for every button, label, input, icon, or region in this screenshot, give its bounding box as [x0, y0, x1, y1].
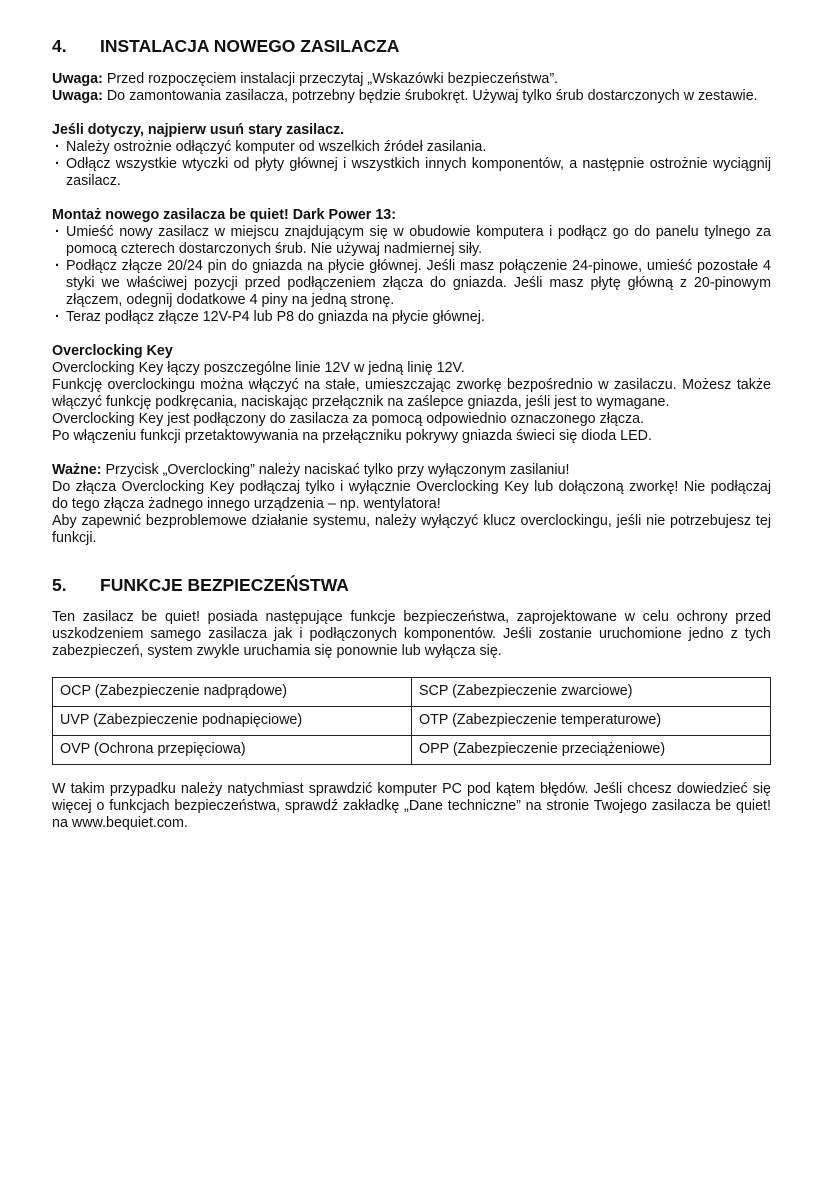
paragraph: Funkcję overclockingu można włączyć na stałe, umieszczając zworkę bezpośrednio w zasilaczu. Możesz także włączyć funkcję podkręcania, naciskając przełącznik na zaślepce gniazda, jeśli jest to wymagane.: [52, 377, 771, 410]
table-cell: UVP (Zabezpieczenie podnapięciowe): [53, 707, 412, 736]
list-item: · Teraz podłącz złącze 12V-P4 lub P8 do gniazda na płycie głównej.: [52, 309, 771, 326]
important-note: Ważne: Przycisk „Overclocking” należy naciskać tylko przy wyłączonym zasilaniu!: [52, 462, 570, 478]
table-cell: OTP (Zabezpieczenie temperaturowe): [412, 707, 771, 736]
paragraph: W takim przypadku należy natychmiast sprawdzić komputer PC pod kątem błędów. Jeśli chcesz dowiedzieć się więcej o funkcjach bezpieczeństwa, sprawdź zakładkę „Dane techniczne” na stronie Twojego zasilacza be quiet! na www.bequiet.com.: [52, 781, 771, 831]
paragraph: Overclocking Key łączy poszczególne linie 12V w jedną linię 12V.: [52, 360, 465, 376]
table-cell: SCP (Zabezpieczenie zwarciowe): [412, 678, 771, 707]
paragraph: Aby zapewnić bezproblemowe działanie systemu, należy wyłączyć klucz overclockingu, jeśli nie potrzebujesz tej funkcji.: [52, 513, 771, 546]
subheading-remove-old: Jeśli dotyczy, najpierw usuń stary zasilacz.: [52, 122, 345, 138]
subheading-mount-new: Montaż nowego zasilacza be quiet! Dark Power 13:: [52, 207, 396, 223]
remove-old-list: [52, 139, 771, 190]
table-row: [53, 678, 771, 707]
document-page: [52, 35, 771, 832]
list-item: · Podłącz złącze 20/24 pin do gniazda na płycie głównej. Jeśli masz połączenie 24-pinowe, umieść pozostałe 4 styki we właściwej pozycji przed podłączeniem złącza do gniazda. Jeśli masz płytę główną z 20-pinowym złączem, odegnij dodatkowe 4 piny na jedną stronę.: [52, 258, 771, 309]
section-5-heading: 5. FUNKCJE BEZPIECZEŃSTWA: [52, 575, 349, 595]
list-item: · Umieść nowy zasilacz w miejscu znajdującym się w obudowie komputera i podłącz go do panelu tylnego za pomocą czterech dostarczonych śrub. Nie używaj nadmiernej siły.: [52, 224, 771, 258]
note: Uwaga: Przed rozpoczęciem instalacji przeczytaj „Wskazówki bezpieczeństwa”.: [52, 71, 559, 87]
subheading-overclocking: Overclocking Key: [52, 343, 173, 359]
table-row: [53, 736, 771, 765]
mount-new-list: [52, 224, 771, 326]
note: Uwaga: Do zamontowania zasilacza, potrzebny będzie śrubokręt. Używaj tylko śrub dostarczonych w zestawie.: [52, 88, 758, 104]
table-cell: OCP (Zabezpieczenie nadprądowe): [53, 678, 412, 707]
safety-features-table: [52, 677, 771, 765]
section-4-heading: 4. INSTALACJA NOWEGO ZASILACZA: [52, 36, 400, 56]
paragraph: Po włączeniu funkcji przetaktowywania na przełączniku pokrywy gniazda świeci się dioda LED.: [52, 428, 652, 444]
list-item: · Należy ostrożnie odłączyć komputer od wszelkich źródeł zasilania.: [52, 139, 771, 156]
list-item: · Odłącz wszystkie wtyczki od płyty głównej i wszystkich innych komponentów, a następnie ostrożnie wyciągnij zasilacz.: [52, 156, 771, 190]
paragraph: Do złącza Overclocking Key podłączaj tylko i wyłącznie Overclocking Key lub dołączoną zworkę! Nie podłączaj do tego złącza żadnego innego urządzenia – np. wentylatora!: [52, 479, 771, 512]
table-cell: OVP (Ochrona przepięciowa): [53, 736, 412, 765]
paragraph: Ten zasilacz be quiet! posiada następujące funkcje bezpieczeństwa, zaprojektowane w celu ochrony przed uszkodzeniem samego zasilacza jak i podłączonych komponentów. Jeśli zostanie uruchomione jedno z tych zabezpieczeń, system zwykle uruchamia się ponownie lub wyłącza się.: [52, 609, 771, 659]
table-cell: OPP (Zabezpieczenie przeciążeniowe): [412, 736, 771, 765]
paragraph: Overclocking Key jest podłączony do zasilacza za pomocą odpowiednio oznaczonego złącza.: [52, 411, 645, 427]
table-row: [53, 707, 771, 736]
